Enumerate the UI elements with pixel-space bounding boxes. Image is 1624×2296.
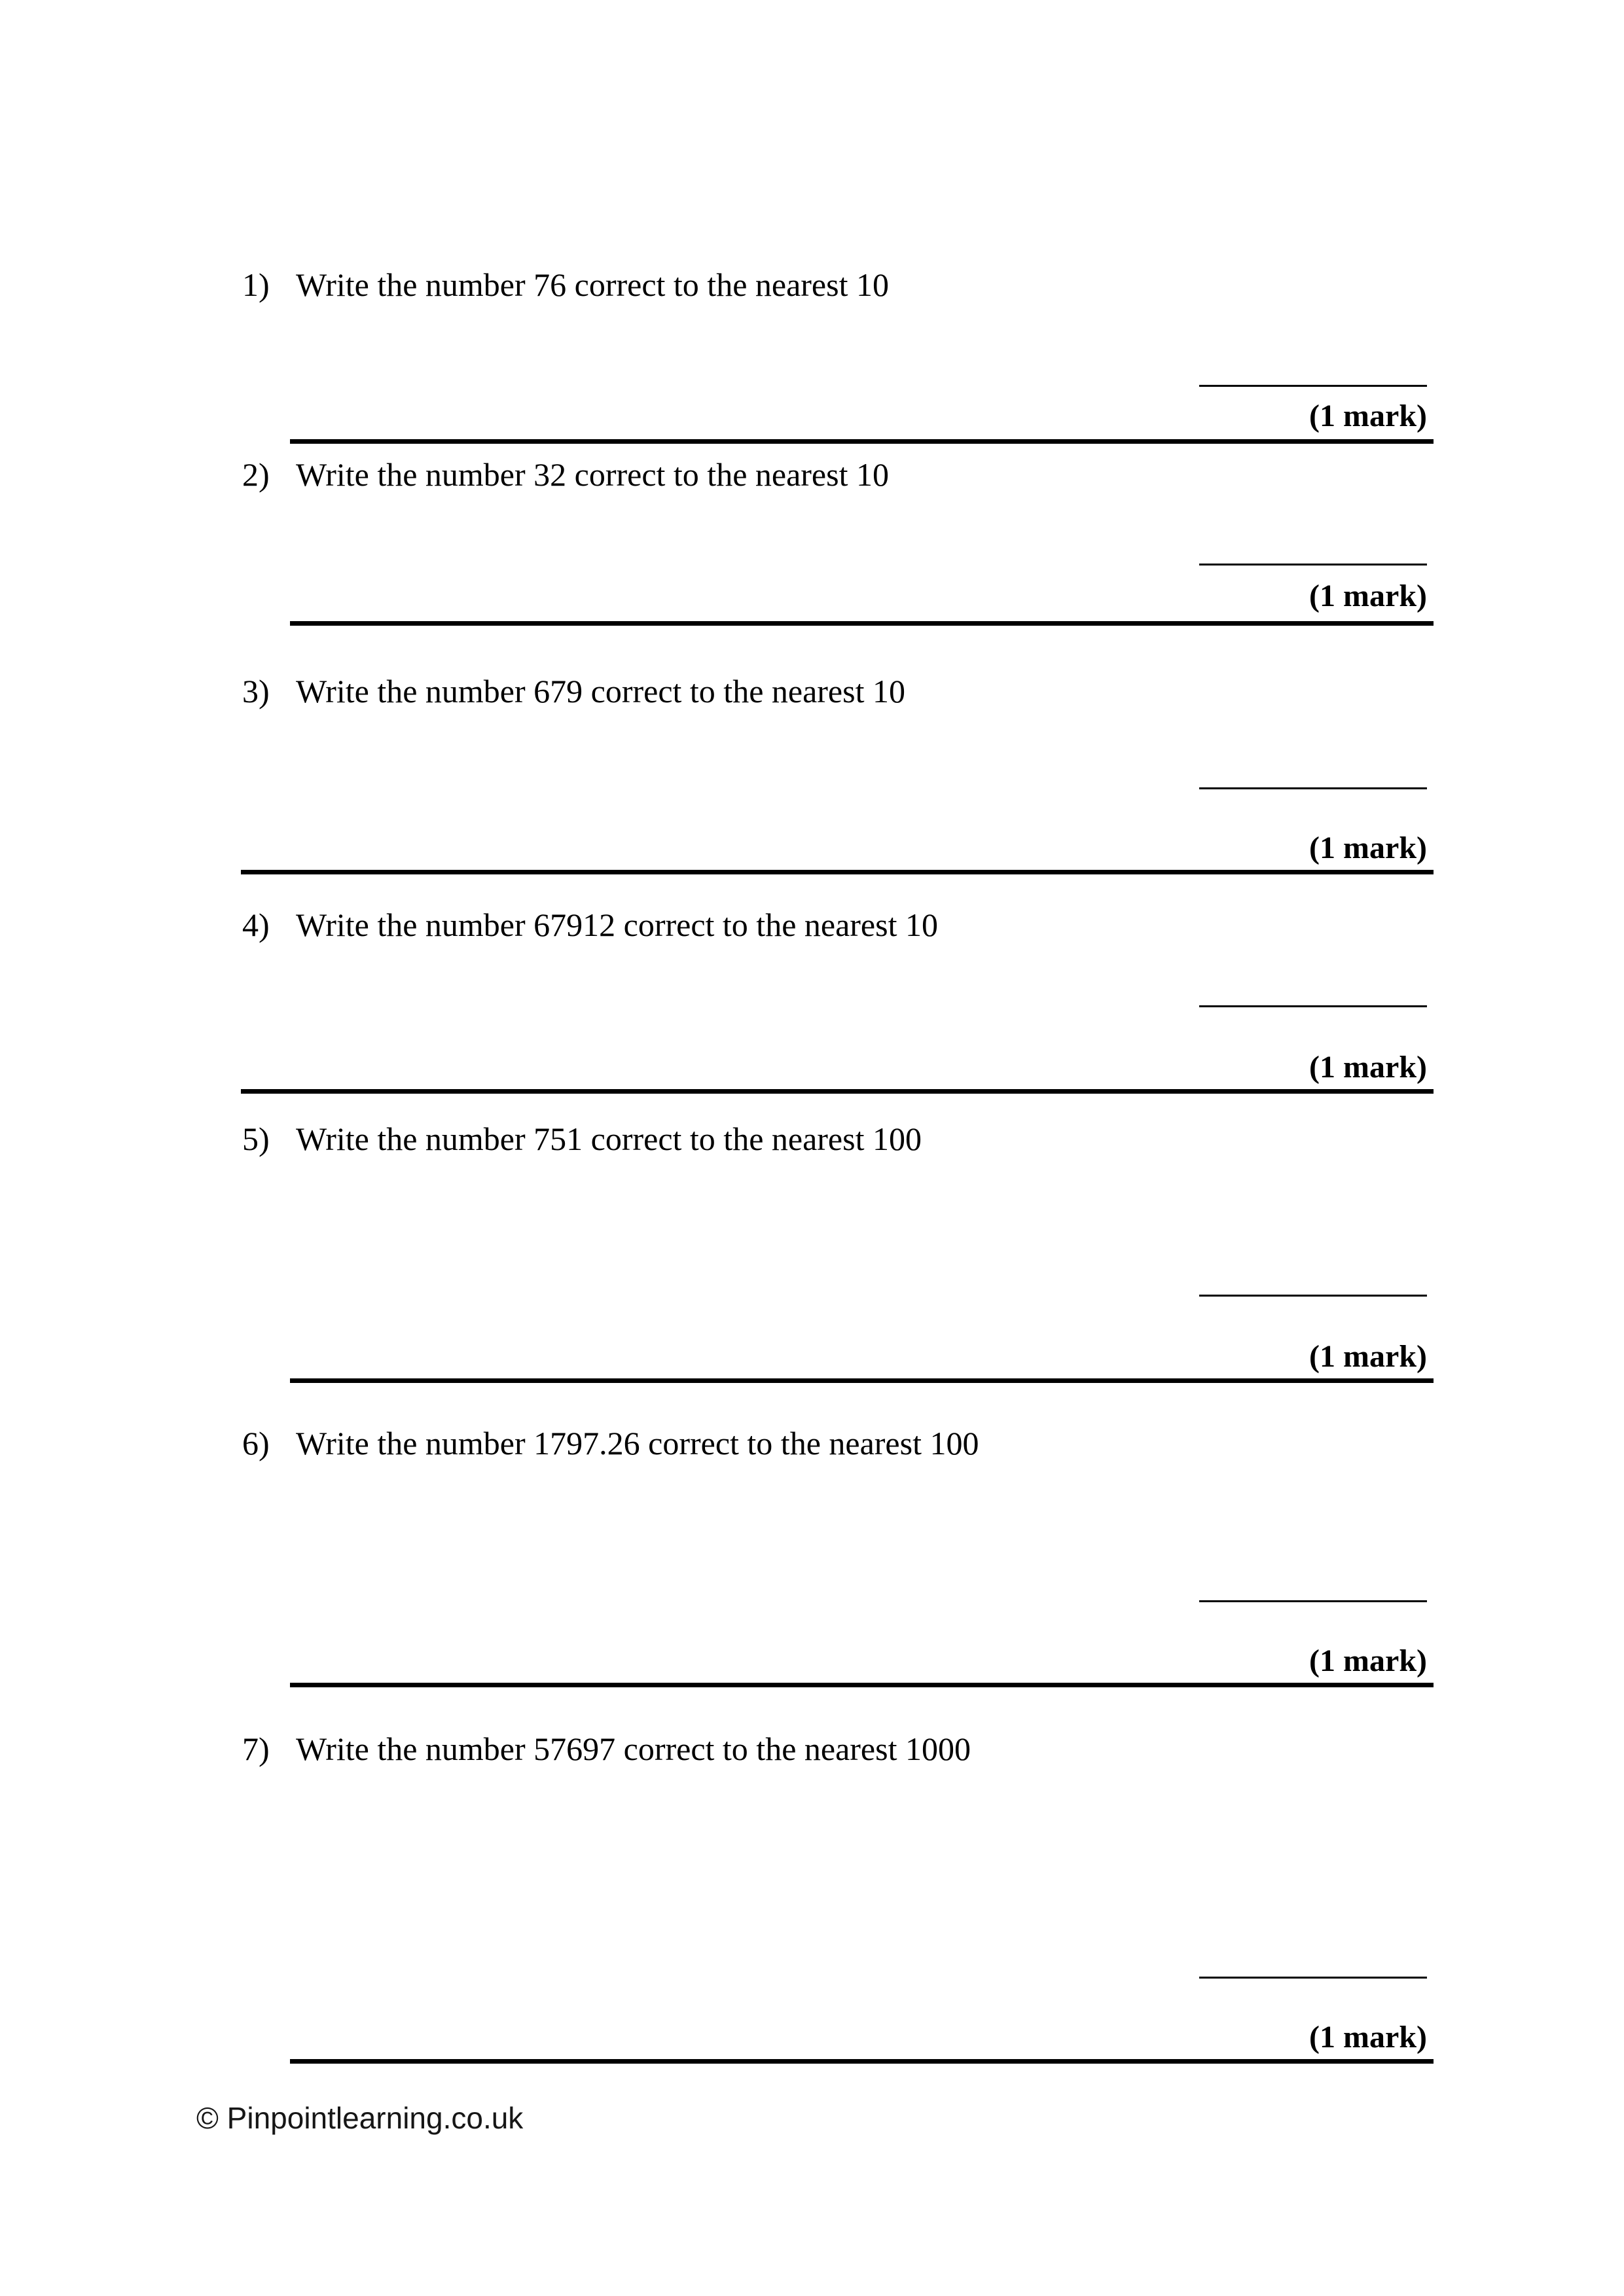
question-3-mark-label: (1 mark)	[1309, 831, 1427, 865]
question-5-mark-label: (1 mark)	[1309, 1339, 1427, 1374]
question-4	[242, 905, 938, 944]
question-6-answer-line	[1199, 1600, 1427, 1602]
question-3-number: 3)	[242, 673, 270, 709]
question-7	[242, 1729, 971, 1768]
copyright-footer: © Pinpointlearning.co.uk	[196, 2101, 524, 2135]
question-1-divider	[290, 439, 1434, 444]
question-1-text: Write the number 76 correct to the nearest 10	[296, 266, 889, 303]
question-2-number: 2)	[242, 456, 270, 493]
question-5-divider	[290, 1378, 1434, 1383]
question-2-mark-label: (1 mark)	[1309, 579, 1427, 613]
question-5-text: Write the number 751 correct to the nearest 100	[296, 1121, 922, 1157]
question-3-divider	[241, 870, 1434, 874]
question-7-divider	[290, 2059, 1434, 2064]
question-2-text: Write the number 32 correct to the nearest 10	[296, 456, 889, 493]
question-6	[242, 1424, 979, 1463]
question-6-mark-label: (1 mark)	[1309, 1643, 1427, 1678]
question-4-mark-label: (1 mark)	[1309, 1050, 1427, 1085]
question-5	[242, 1119, 922, 1158]
question-7-text: Write the number 57697 correct to the nearest 1000	[296, 1731, 971, 1767]
question-5-answer-line	[1199, 1295, 1427, 1297]
question-1-mark-label: (1 mark)	[1309, 399, 1427, 433]
question-2	[242, 455, 889, 494]
question-4-number: 4)	[242, 906, 270, 943]
question-2-answer-line	[1199, 564, 1427, 565]
question-7-mark-label: (1 mark)	[1309, 2020, 1427, 2054]
question-1-answer-line	[1199, 385, 1427, 387]
question-5-number: 5)	[242, 1121, 270, 1157]
question-6-text: Write the number 1797.26 correct to the nearest 100	[296, 1425, 979, 1462]
question-1	[242, 265, 889, 304]
question-7-number: 7)	[242, 1731, 270, 1767]
question-3	[242, 672, 905, 711]
question-7-answer-line	[1199, 1977, 1427, 1979]
question-4-answer-line	[1199, 1005, 1427, 1007]
question-4-divider	[241, 1089, 1434, 1094]
question-6-number: 6)	[242, 1425, 270, 1462]
question-1-number: 1)	[242, 266, 270, 303]
question-6-divider	[290, 1683, 1434, 1687]
question-3-answer-line	[1199, 787, 1427, 789]
question-4-text: Write the number 67912 correct to the nearest 10	[296, 906, 938, 943]
question-2-divider	[290, 621, 1434, 626]
question-3-text: Write the number 679 correct to the nearest 10	[296, 673, 905, 709]
